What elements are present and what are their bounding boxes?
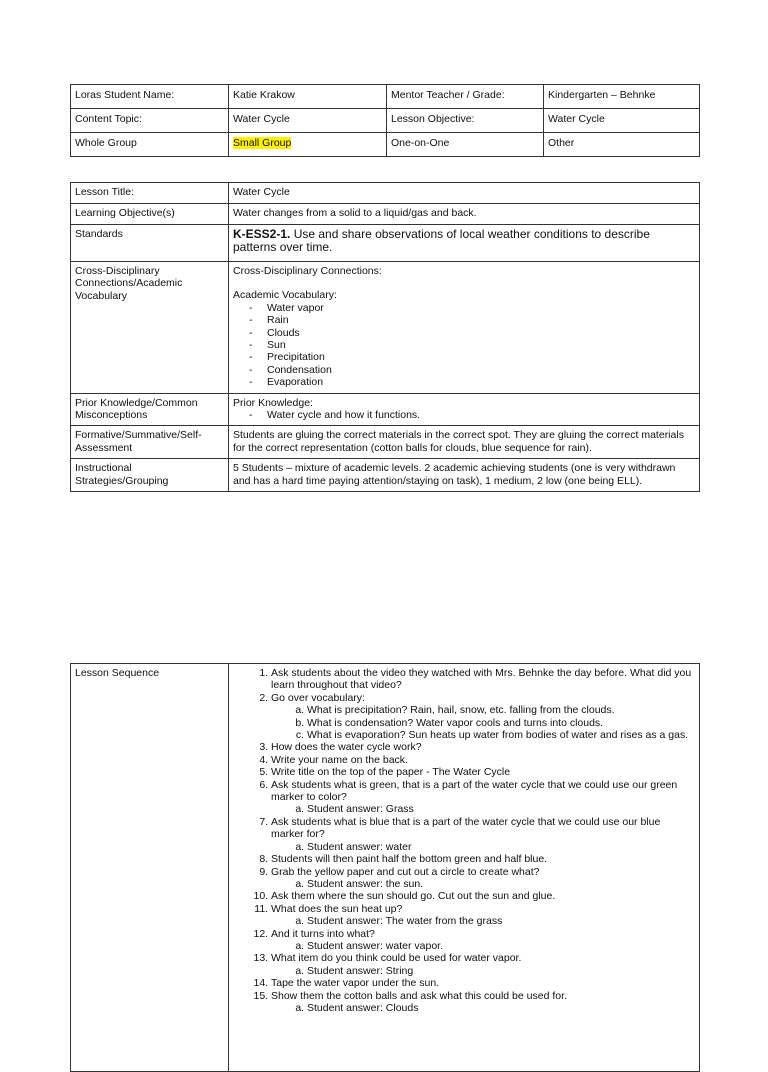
one-on-one-option: One-on-One [387, 133, 544, 157]
sequence-step-text: Ask students what is blue that is a part of the water cycle that we could use our blue marker for? [271, 815, 661, 841]
cross-value [229, 262, 700, 394]
info-row [71, 459, 700, 492]
sequence-substeps [271, 878, 695, 890]
sequence-step [271, 779, 695, 816]
title-value: Water Cycle [229, 183, 700, 204]
sequence-substep: a. Student answer: water [307, 841, 695, 853]
prior-item: - Water cycle and how it functions. [249, 409, 695, 421]
sequence-substep: a. Student answer: The water from the grass [307, 915, 695, 927]
sequence-step [271, 903, 695, 928]
prior-heading: Prior Knowledge: [233, 396, 313, 409]
header-row [71, 85, 700, 109]
student-name: Katie Krakow [229, 85, 387, 109]
sequence-step-text: Go over vocabulary: [271, 691, 365, 704]
assess-label: Formative/Summative/Self-Assessment [71, 426, 229, 459]
vocab-heading: Academic Vocabulary: [233, 289, 337, 302]
sequence-substep: c. What is evaporation? Sun heats up water from bodies of water and rises as a gas. [307, 729, 695, 741]
sequence-substep: a. Student answer: water vapor. [307, 940, 695, 952]
vocab-item: - Clouds [249, 327, 695, 339]
cross-label: Cross-Disciplinary Connections/Academic Vocabulary [71, 262, 229, 394]
title-label: Lesson Title: [71, 183, 229, 204]
sequence-step [271, 928, 695, 953]
sequence-step-text: What item do you think could be used for water vapor. [271, 952, 522, 965]
assess-value: Students are gluing the correct materials in the correct spot. They are gluing the correct materials for the correct representation (cotton balls for clouds, blue sequence for rain). [229, 426, 700, 459]
standards-label: Standards [71, 225, 229, 262]
sequence-substeps [271, 841, 695, 853]
info-row [71, 262, 700, 394]
objective-value: Water Cycle [544, 109, 700, 133]
sequence-step-text: How does the water cycle work? [271, 741, 422, 754]
sequence-step-text: Write your name on the back. [271, 753, 408, 766]
mentor-label: Mentor Teacher / Grade: [387, 85, 544, 109]
info-row [71, 183, 700, 204]
topic-label: Content Topic: [71, 109, 229, 133]
standards-value [229, 225, 700, 262]
sequence-substep: a. Student answer: the sun. [307, 878, 695, 890]
sequence-steps [233, 667, 695, 1014]
prior-list [233, 409, 695, 421]
small-group-highlight: Small Group [233, 137, 292, 149]
standards-text: Use and share observations of local weather conditions to describe patterns over time. [233, 227, 650, 255]
sequence-step-text: Show them the cotton balls and ask what this could be used for. [271, 989, 567, 1002]
vocab-item: - Water vapor [249, 302, 695, 314]
sequence-step-text: Ask them where the sun should go. Cut out the sun and glue. [271, 890, 556, 903]
sequence-step-text: Students will then paint half the bottom green and half blue. [271, 853, 548, 866]
lesson-sequence-table [70, 663, 700, 1072]
sequence-step [271, 853, 695, 865]
sequence-substep: a. Student answer: Clouds [307, 1002, 695, 1014]
sequence-step [271, 692, 695, 742]
sequence-step-text: Ask students about the video they watched with Mrs. Behnke the day before. What did you learn throughout that video? [271, 667, 692, 692]
sequence-label: Lesson Sequence [71, 664, 229, 1072]
learning-value: Water changes from a solid to a liquid/gas and back. [229, 204, 700, 225]
sequence-row [71, 664, 700, 1072]
sequence-step [271, 667, 695, 692]
sequence-substep: a. What is precipitation? Rain, hail, snow, etc. falling from the clouds. [307, 704, 695, 716]
sequence-step-text: Grab the yellow paper and cut out a circle to create what? [271, 865, 540, 878]
student-label: Loras Student Name: [71, 85, 229, 109]
header-row [71, 133, 700, 157]
sequence-step-text: And it turns into what? [271, 927, 375, 940]
sequence-substeps [271, 915, 695, 927]
mentor-value: Kindergarten – Behnke [544, 85, 700, 109]
sequence-substeps [271, 965, 695, 977]
sequence-step [271, 990, 695, 1015]
learning-label: Learning Objective(s) [71, 204, 229, 225]
info-row [71, 204, 700, 225]
sequence-step [271, 866, 695, 891]
header-table [70, 84, 700, 157]
other-option: Other [544, 133, 700, 157]
sequence-step-text: Write title on the top of the paper - The Water Cycle [271, 766, 511, 779]
sequence-step [271, 890, 695, 902]
sequence-step [271, 952, 695, 977]
sequence-substeps [271, 803, 695, 815]
small-group-option-cell [229, 133, 387, 157]
strategy-value: 5 Students – mixture of academic levels. 2 academic achieving students (one is very withdrawn and has a hard time paying attention/staying on task), 1 medium, 2 low (one being ELL). [229, 459, 700, 492]
sequence-step-text: Ask students what is green, that is a part of the water cycle that we could use our green marker to color? [271, 778, 678, 804]
sequence-substep: b. What is condensation? Water vapor cools and turns into clouds. [307, 717, 695, 729]
info-row [71, 393, 700, 426]
sequence-step [271, 977, 695, 989]
info-row [71, 426, 700, 459]
standards-code: K-ESS2-1. [233, 227, 291, 241]
sequence-substep: a. Student answer: String [307, 965, 695, 977]
vocab-item: - Rain [249, 314, 695, 326]
strategy-label: Instructional Strategies/Grouping [71, 459, 229, 492]
whole-group-option: Whole Group [71, 133, 229, 157]
sequence-step [271, 754, 695, 766]
sequence-step [271, 766, 695, 778]
header-row [71, 109, 700, 133]
vocab-item: - Sun [249, 339, 695, 351]
sequence-step-text: Tape the water vapor under the sun. [271, 977, 440, 990]
cross-heading: Cross-Disciplinary Connections: [233, 265, 382, 277]
sequence-substeps [271, 940, 695, 952]
vocab-item: - Evaporation [249, 376, 695, 388]
sequence-steps-cell [229, 664, 700, 1072]
lesson-info-table [70, 182, 700, 492]
info-row [71, 225, 700, 262]
vocab-list [233, 302, 695, 389]
sequence-step [271, 816, 695, 853]
prior-label: Prior Knowledge/Common Misconceptions [71, 393, 229, 426]
vocab-item: - Condensation [249, 364, 695, 376]
sequence-step-text: What does the sun heat up? [271, 902, 403, 915]
objective-label: Lesson Objective: [387, 109, 544, 133]
topic-value: Water Cycle [229, 109, 387, 133]
sequence-substeps [271, 1002, 695, 1014]
vocab-item: - Precipitation [249, 351, 695, 363]
sequence-substep: a. Student answer: Grass [307, 803, 695, 815]
prior-value [229, 393, 700, 426]
sequence-step [271, 741, 695, 753]
sequence-substeps [271, 704, 695, 741]
